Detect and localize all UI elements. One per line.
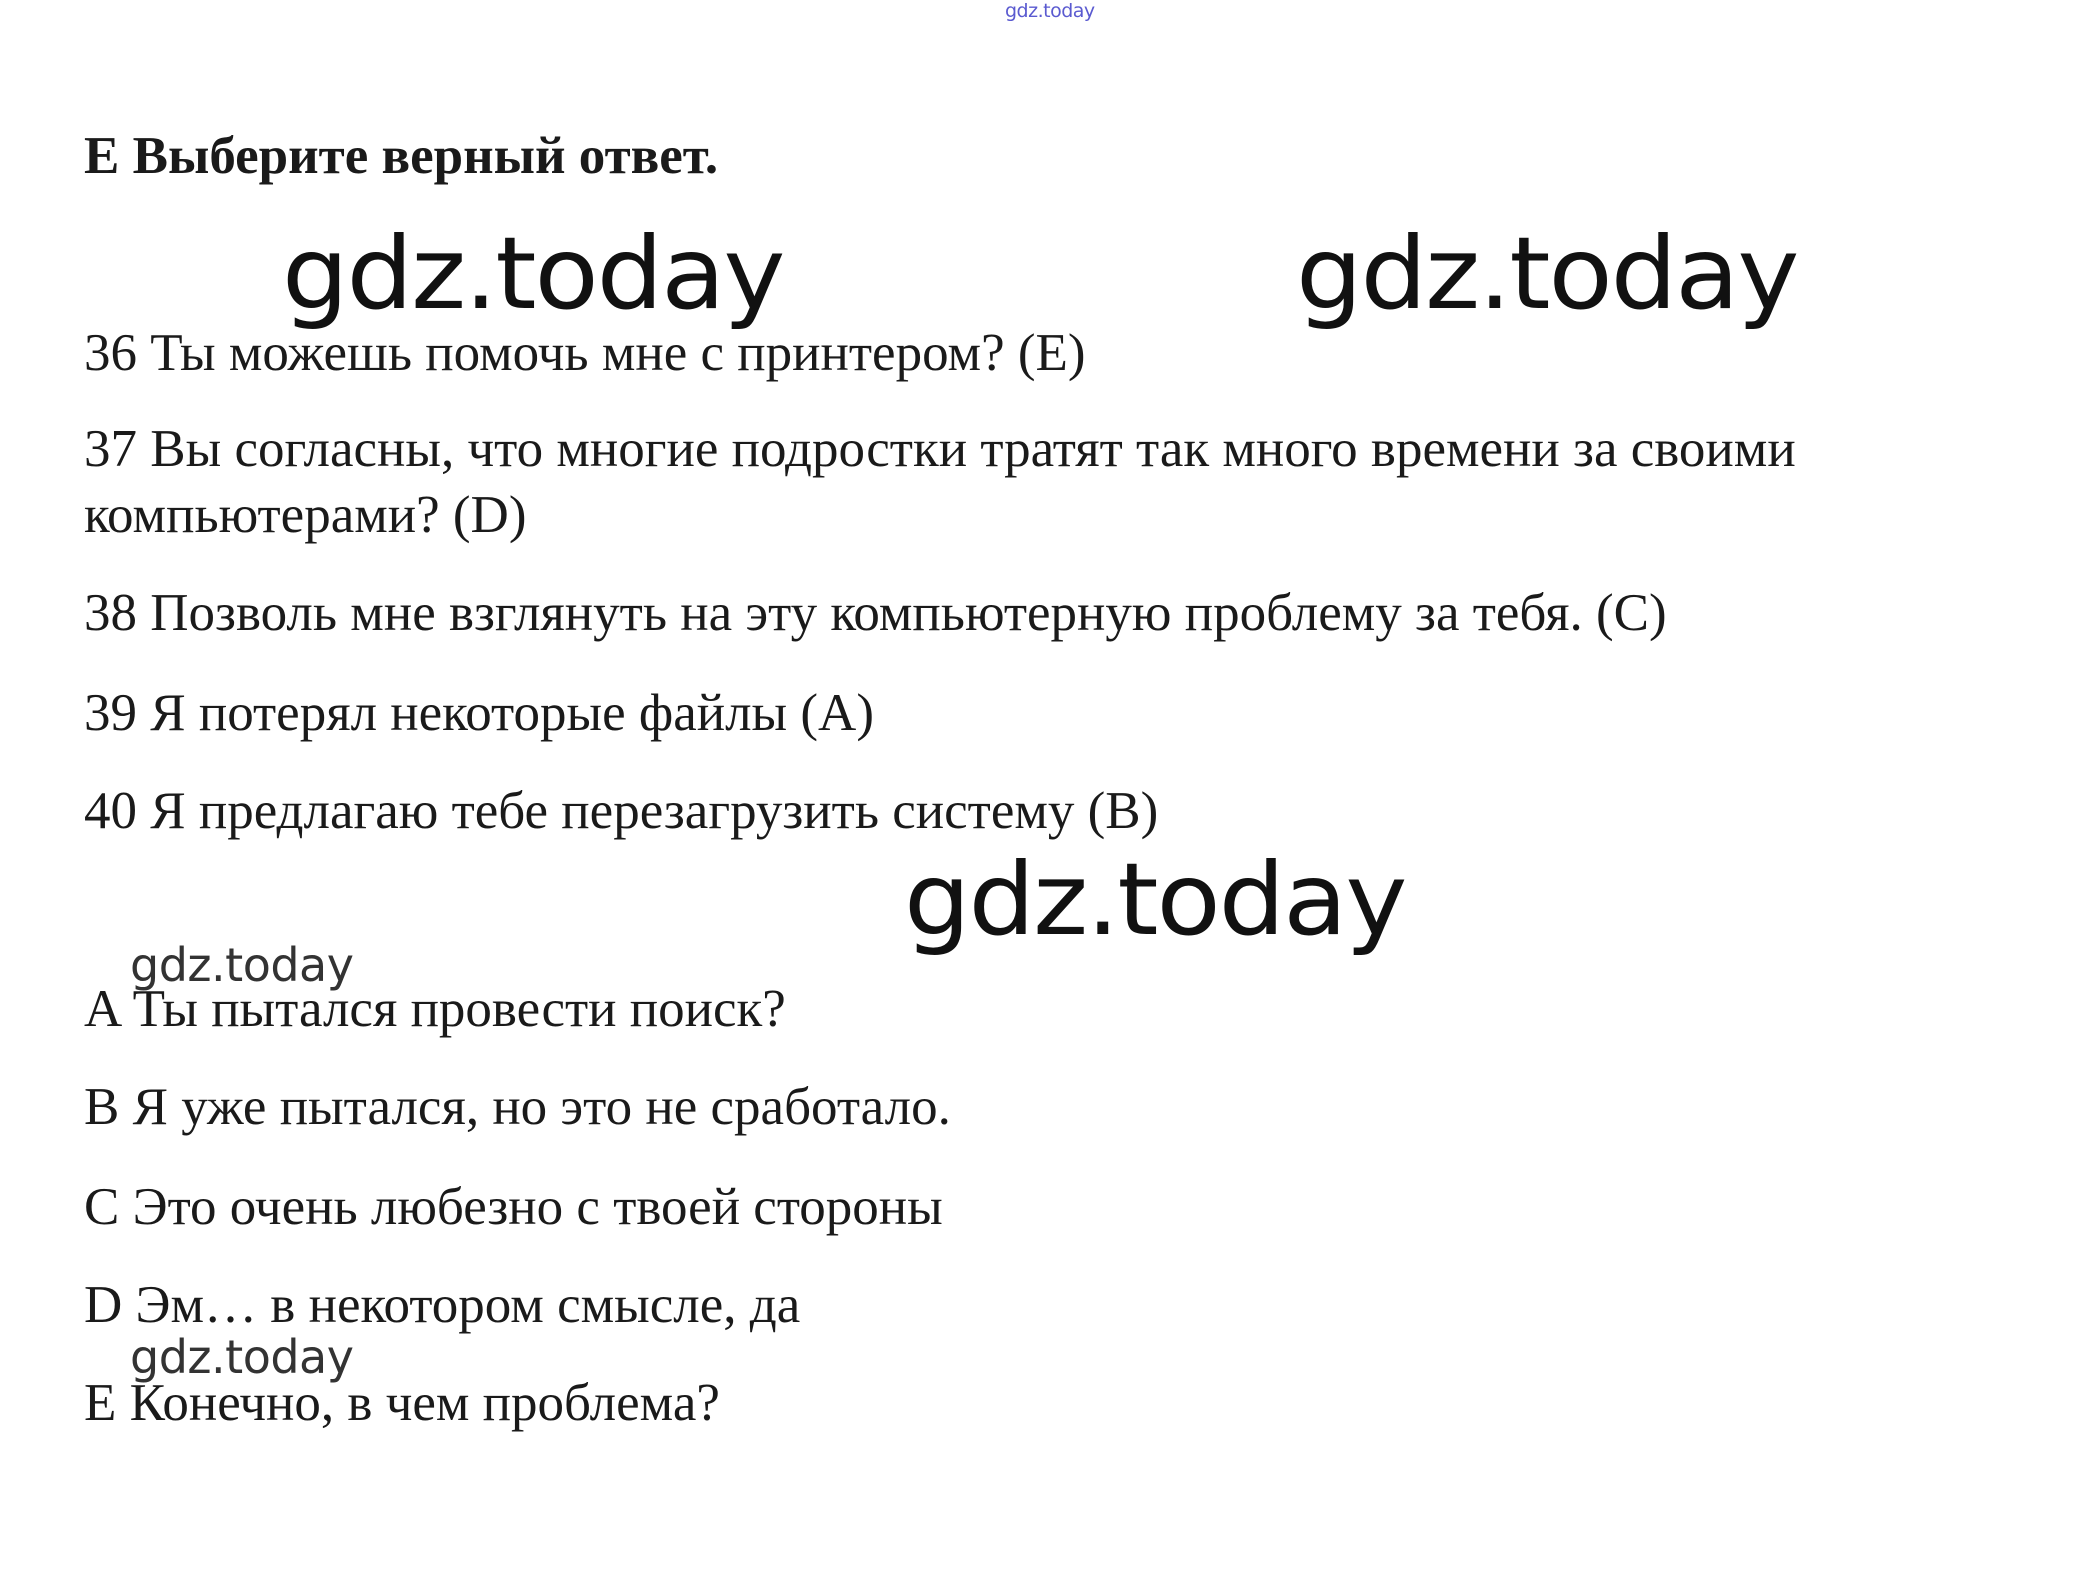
answer-c: C Это очень любезно с твоей стороны bbox=[84, 1178, 943, 1236]
question-40: 40 Я предлагаю тебе перезагрузить систему (B) bbox=[84, 782, 1159, 840]
watermark-top: gdz.today bbox=[1005, 0, 1095, 22]
question-37-continued: компьютерами? (D) bbox=[84, 486, 527, 544]
answer-a: A Ты пытался провести поиск? bbox=[84, 980, 786, 1038]
question-36: 36 Ты можешь помочь мне с принтером? (E) bbox=[84, 324, 1086, 382]
exercise-heading: E Выберите верный ответ. bbox=[84, 127, 719, 185]
answer-d: D Эм… в некотором смысле, да bbox=[84, 1276, 801, 1334]
watermark-3: gdz.today bbox=[904, 841, 1406, 958]
question-39: 39 Я потерял некоторые файлы (A) bbox=[84, 684, 874, 742]
question-38: 38 Позволь мне взглянуть на эту компьютерную проблему за тебя. (C) bbox=[84, 584, 1667, 642]
watermark-5: gdz.today bbox=[130, 1330, 354, 1384]
question-37: 37 Вы согласны, что многие подростки тратят так много времени за своими bbox=[84, 420, 1796, 478]
watermark-1: gdz.today bbox=[282, 215, 784, 332]
answer-b: B Я уже пытался, но это не сработало. bbox=[84, 1078, 951, 1136]
watermark-4: gdz.today bbox=[130, 938, 354, 992]
watermark-2: gdz.today bbox=[1296, 215, 1798, 332]
answer-e: E Конечно, в чем проблема? bbox=[84, 1374, 720, 1432]
